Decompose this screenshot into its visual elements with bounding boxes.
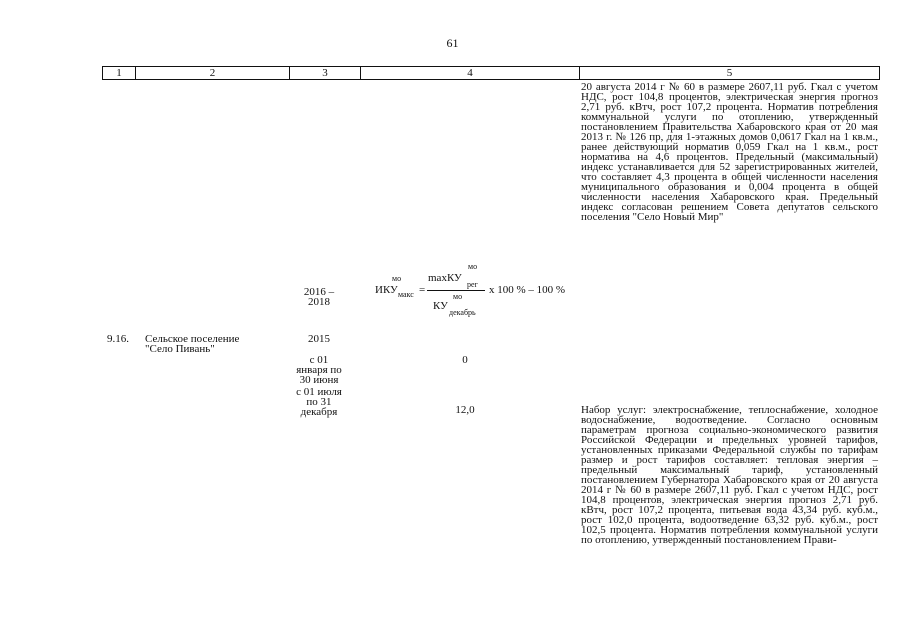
page-number: 61 <box>446 36 459 50</box>
period-first-half: с 01 января по 30 июня <box>296 354 342 386</box>
formula-lhs-sub: макс <box>398 290 414 299</box>
fraction-line <box>427 290 485 291</box>
header-col-4: 4 <box>361 67 580 79</box>
formula-iku-max <box>365 262 580 322</box>
period-second-half: с 01 июля по 31 декабря <box>296 386 342 418</box>
period-2016-2018: 2016 – 2018 <box>303 286 335 308</box>
value-second-half: 12,0 <box>455 404 475 416</box>
formula-tail: x 100 % – 100 % <box>489 284 566 296</box>
formula-num-sup: мо <box>468 262 478 271</box>
formula-lhs-sup: мо <box>392 274 402 283</box>
formula-num: maxКУ <box>428 272 462 284</box>
continued-description: 20 августа 2014 г № 60 в размере 2607,11 руб. Гкал с учетом НДС, рост 104,8 процентов, электрическая энергия прогноз 2,71 руб. кВтч, рост 107,2 процента. Норматив потребления коммунальной услуги по отоплению, утвержденный постановлением Правительства Хабаровского края от 20 мая 2013 г. № 126 пр, для 1-этажных домов 0,0617 Гкал на 1 кв.м., ранее действующий норматив 0,059 Гкал на 1 кв.м., рост норматива на 4,6 процентов. Предельный (максимальный) индекс устанавливается для 52 зарегистрированных жителей, что составляет 4,3 процента в общей численности населения муниципального образования и 0,004 процента в общей численности населения Хабаровского края. Предельный индекс согласован решением Совета депутатов сельского поселения "Село Новый Мир" <box>581 81 878 223</box>
row-number: 9.16. <box>107 333 129 345</box>
value-first-half: 0 <box>462 354 468 366</box>
settlement-name: Сельское поселение "Село Пивань" <box>145 333 240 355</box>
year-2015: 2015 <box>308 333 330 345</box>
formula-den-sup: мо <box>453 292 463 301</box>
formula-den: КУ <box>433 300 448 312</box>
formula-eq: = <box>419 284 426 296</box>
formula-den-sub: декабрь <box>449 308 476 317</box>
header-col-2: 2 <box>136 67 290 79</box>
table-header-row <box>102 66 880 80</box>
header-col-1: 1 <box>103 67 136 79</box>
formula-num-sub: рег <box>467 280 478 289</box>
services-description: Набор услуг: электроснабжение, теплоснабжение, холодное водоснабжение, водоотведение. Согласно основным параметрам прогноза социально-экономического развития Российской Федерации и предельных уровней тарифов, установленных приказами Федеральной службы по тарифам размер и рост тарифов составляет: тепловая энергия – предельный максимальный тариф, установленный постановлением Губернатора Хабаровского края от 20 августа 2014 г № 60 в размере 2607,11 руб. Гкал с учетом НДС, рост 104,8 процентов, электрическая энергия прогноз 2,71 руб. кВтч, рост 107,2 процента, питьевая вода 43,34 руб. куб.м., рост 102,0 процента, водоотведение 63,32 руб. куб.м., рост 102,5 процента. Норматив потребления коммунальной услуги по отоплению, утвержденный постановлением Прави- <box>581 404 878 546</box>
header-col-5: 5 <box>726 67 733 79</box>
formula-lhs: ИКУ <box>375 284 398 296</box>
header-col-3: 3 <box>290 67 361 79</box>
